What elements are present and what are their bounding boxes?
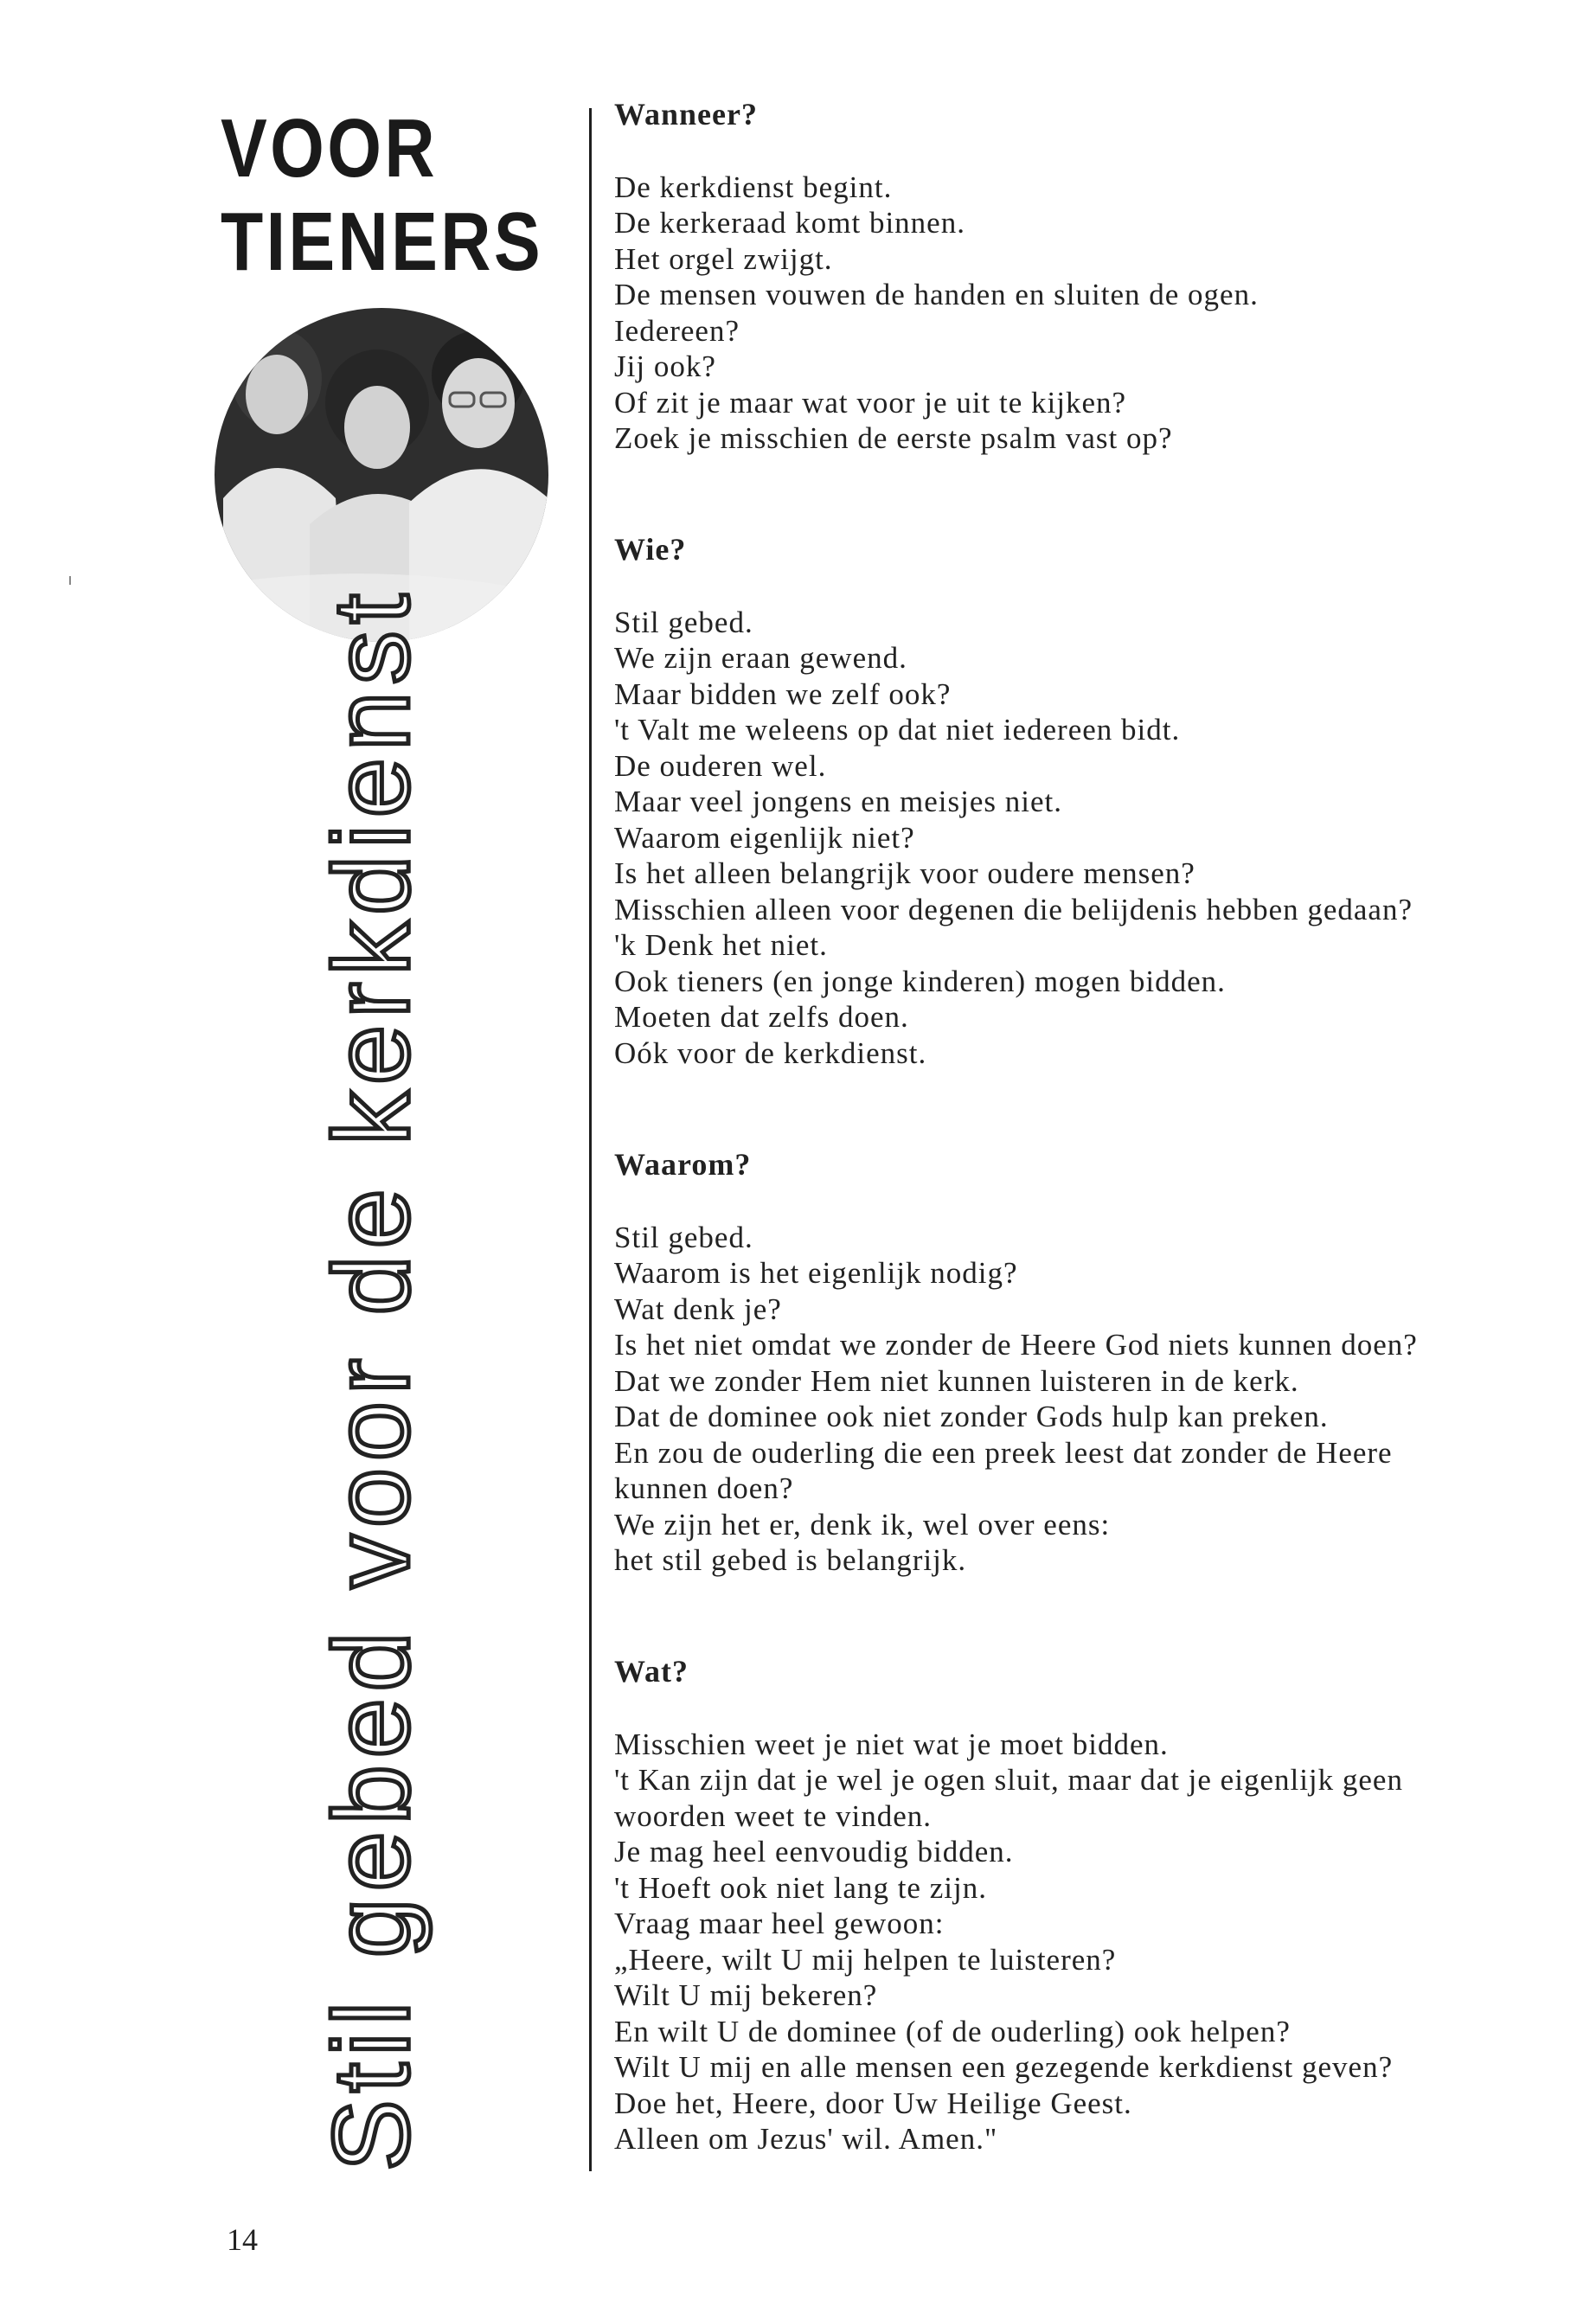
text-line: Iedereen? (614, 313, 740, 348)
text-line: Misschien alleen voor degenen die belijdenis hebben gedaan? (614, 892, 1413, 926)
text-line: 't Kan zijn dat je wel je ogen sluit, maar dat je eigenlijk geen (614, 1763, 1403, 1797)
text-line: Zoek je misschien de eerste psalm vast op? (614, 421, 1173, 455)
page-number: 14 (227, 2222, 258, 2257)
text-line: Wilt U mij en alle mensen een gezegende kerkdienst geven? (614, 2050, 1394, 2084)
text-line: Doe het, Heere, door Uw Heilige Geest. (614, 2086, 1132, 2120)
section-waarom (614, 1147, 1418, 1579)
text-line: „Heere, wilt U mij helpen te luisteren? (614, 1942, 1117, 1977)
text-line: het stil gebed is belangrijk. (614, 1543, 967, 1577)
text-line: Je mag heel eenvoudig bidden. (614, 1835, 1014, 1868)
text-line: 't Hoeft ook niet lang te zijn. (614, 1870, 987, 1905)
heading-line-voor: VOOR (221, 102, 438, 195)
section-heading: Wat? (614, 1654, 689, 1689)
vertical-title: Stil gebed voor de kerkdienst (312, 586, 432, 2171)
stray-mark (69, 576, 71, 585)
text-line: We zijn eraan gewend. (614, 641, 907, 675)
text-line: Moeten dat zelfs doen. (614, 1000, 909, 1034)
text-line: Dat we zonder Hem niet kunnen luisteren in de kerk. (614, 1363, 1299, 1398)
text-line: Maar bidden we zelf ook? (614, 676, 952, 711)
text-line: De ouderen wel. (614, 748, 827, 783)
text-line: Het orgel zwijgt. (614, 241, 833, 276)
text-line: Maar veel jongens en meisjes niet. (614, 785, 1063, 818)
text-line: 'k Denk het niet. (614, 928, 828, 962)
text-line: Jij ook? (614, 349, 716, 383)
text-line: We zijn het er, denk ik, wel over eens: (614, 1507, 1111, 1541)
text-line: De mensen vouwen de handen en sluiten de ogen. (614, 278, 1259, 311)
text-line: Is het alleen belangrijk voor oudere mensen? (614, 856, 1195, 890)
section-body (614, 1727, 1403, 2157)
section-wat (614, 1654, 1403, 2157)
text-line: Stil gebed. (614, 605, 753, 639)
text-line: Wat denk je? (614, 1292, 782, 1326)
section-body (614, 1220, 1418, 1579)
section-heading: Wanneer? (614, 97, 758, 131)
text-line: Waarom eigenlijk niet? (614, 820, 915, 855)
text-line: kunnen doen? (614, 1471, 794, 1505)
section-heading: Wie? (614, 532, 687, 567)
text-line: 't Valt me weleens op dat niet iedereen bidt. (614, 713, 1181, 747)
section-wie (614, 532, 1413, 1071)
section-body (614, 170, 1259, 457)
column-heading (221, 102, 543, 289)
text-line: Wilt U mij bekeren? (614, 1978, 878, 2012)
text-line: En wilt U de dominee (of de ouderling) ook helpen? (614, 2014, 1291, 2048)
text-line: Waarom is het eigenlijk nodig? (614, 1256, 1018, 1290)
column-divider (589, 108, 592, 2171)
heading-line-tieners: TIENERS (221, 195, 544, 288)
text-line: En zou de ouderling die een preek leest dat zonder de Heere (614, 1435, 1393, 1470)
text-line: Alleen om Jezus' wil. Amen." (614, 2122, 998, 2156)
text-line: Is het niet omdat we zonder de Heere God niets kunnen doen? (614, 1328, 1418, 1362)
text-line: De kerkeraad komt binnen. (614, 206, 965, 240)
text-line: Misschien weet je niet wat je moet bidden. (614, 1727, 1169, 1761)
text-line: Stil gebed. (614, 1220, 753, 1254)
text-line: Ook tieners (en jonge kinderen) mogen bidden. (614, 964, 1226, 998)
section-body (614, 605, 1413, 1072)
section-wanneer (614, 97, 1259, 457)
section-heading: Waarom? (614, 1147, 752, 1182)
text-line: woorden weet te vinden. (614, 1798, 933, 1833)
text-line: Of zit je maar wat voor je uit te kijken? (614, 385, 1127, 420)
text-line: Vraag maar heel gewoon: (614, 1907, 945, 1940)
text-line: Dat de dominee ook niet zonder Gods hulp kan preken. (614, 1400, 1329, 1433)
text-line: Oók voor de kerkdienst. (614, 1035, 927, 1070)
text-line: De kerkdienst begint. (614, 170, 893, 204)
